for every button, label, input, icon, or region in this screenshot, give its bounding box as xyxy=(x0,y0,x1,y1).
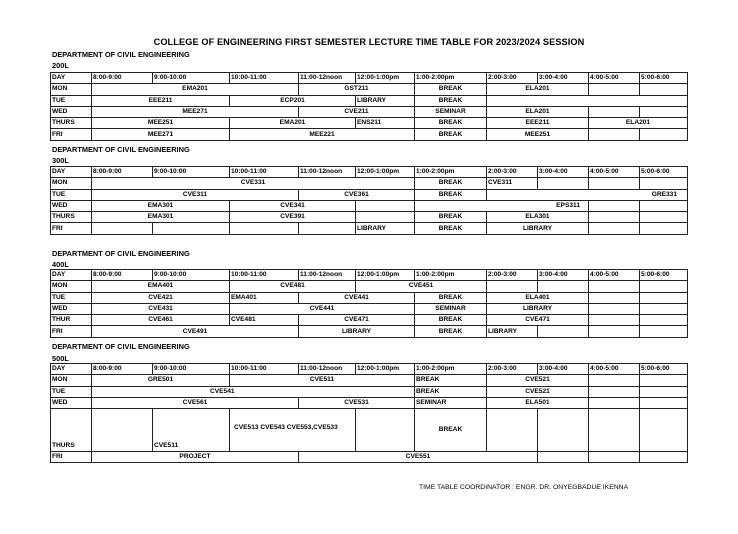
course-cell: CVE391 xyxy=(230,212,356,223)
course-cell: CVE511 xyxy=(153,409,230,452)
day-cell: THURS xyxy=(51,118,92,129)
header-cell: DAY xyxy=(51,73,92,84)
table-row xyxy=(51,326,688,337)
table-row xyxy=(51,118,688,129)
break-cell: BREAK xyxy=(415,326,487,337)
course-cell: CVE481 xyxy=(230,281,356,292)
break-cell: BREAK xyxy=(415,386,487,397)
header-row xyxy=(51,364,688,375)
header-cell: 1:00-2:00pm xyxy=(415,364,487,375)
header-cell: 3:00-4:00 xyxy=(538,167,589,178)
course-cell: EMA401 xyxy=(230,292,299,303)
coordinator-note: TIME TABLE COORDINATOR : ENGR. DR. ONYEGBADUE IKENNA xyxy=(419,484,629,491)
break-cell: BREAK xyxy=(415,84,487,95)
course-cell: ENS211 xyxy=(356,118,415,129)
course-cell: CVE491 xyxy=(92,326,299,337)
header-cell: 8:00-9:00 xyxy=(92,73,153,84)
course-cell: ELA201 xyxy=(589,118,688,129)
header-cell: 12:00-1:00pm xyxy=(356,167,415,178)
header-cell: 9:00-10:00 xyxy=(153,364,230,375)
header-cell: 4:00-5:00 xyxy=(589,73,640,84)
header-cell: 10:00-11:00 xyxy=(230,364,299,375)
page-title: COLLEGE OF ENGINEERING FIRST SEMESTER LECTURE TIME TABLE FOR 2023/2024 SESSION xyxy=(153,37,585,47)
header-cell: 1:00-2:00pm xyxy=(415,270,487,281)
timetable-400l xyxy=(50,269,688,338)
day-cell: WED xyxy=(51,200,92,211)
day-cell: WED xyxy=(51,397,92,408)
day-cell: FRI xyxy=(51,452,92,463)
course-cell: CVE551 xyxy=(299,452,538,463)
course-cell: LIBRARY xyxy=(299,326,415,337)
level-label-200: 200L xyxy=(52,61,69,70)
break-cell: BREAK xyxy=(415,292,487,303)
header-cell: 4:00-5:00 xyxy=(589,364,640,375)
day-cell: FRI xyxy=(51,326,92,337)
header-cell: 9:00-10:00 xyxy=(153,270,230,281)
header-cell: 12:00-1:00pm xyxy=(356,364,415,375)
course-cell: EEE211 xyxy=(92,95,230,106)
timetable-300l xyxy=(50,166,688,235)
level-label-400: 400L xyxy=(52,260,69,269)
day-cell: TUE xyxy=(51,95,92,106)
table-row xyxy=(51,129,688,140)
table-row xyxy=(51,452,688,463)
header-cell: 11:00-12noon xyxy=(299,167,356,178)
level-label-500: 500L xyxy=(52,354,69,363)
course-cell: ELA201 xyxy=(487,84,589,95)
course-cell: EMA301 xyxy=(92,212,230,223)
header-cell: 8:00-9:00 xyxy=(92,270,153,281)
course-cell: LIBRARY xyxy=(487,223,589,234)
day-cell: TUE xyxy=(51,386,92,397)
timetable-200l xyxy=(50,72,688,141)
seminar-cell: SEMINAR xyxy=(415,106,487,117)
header-cell: 5:00-6:00 xyxy=(640,73,688,84)
course-cell: CVE311 xyxy=(487,178,538,189)
break-cell: BREAK xyxy=(415,118,487,129)
header-cell: 8:00-9:00 xyxy=(92,167,153,178)
table-row xyxy=(51,95,688,106)
day-cell: FRI xyxy=(51,129,92,140)
header-cell: DAY xyxy=(51,270,92,281)
course-cell: GRE331 xyxy=(487,189,688,200)
table-row xyxy=(51,178,688,189)
day-cell: FRI xyxy=(51,223,92,234)
course-cell: CVE541 xyxy=(92,386,415,397)
day-cell: MON xyxy=(51,281,92,292)
header-cell: DAY xyxy=(51,167,92,178)
header-cell: 5:00-6:00 xyxy=(640,270,688,281)
course-cell: CVE471 xyxy=(487,315,589,326)
header-cell: 12:00-1:00pm xyxy=(356,73,415,84)
header-cell: 10:00-11:00 xyxy=(230,73,299,84)
header-cell: 11:00-12noon xyxy=(299,364,356,375)
course-cell: LIBRARY xyxy=(356,223,415,234)
course-cell: CVE521 xyxy=(487,375,589,386)
table-row xyxy=(51,84,688,95)
department-heading: DEPARTMENT OF CIVIL ENGINEERING xyxy=(52,342,190,351)
header-cell: 2:00-3:00 xyxy=(487,167,538,178)
course-cell: CVE471 xyxy=(299,315,415,326)
course-cell: EMA201 xyxy=(92,84,299,95)
header-cell: DAY xyxy=(51,364,92,375)
course-cell: LIBRARY xyxy=(487,303,589,314)
break-cell: BREAK xyxy=(415,129,487,140)
course-cell: CVE521 xyxy=(487,386,589,397)
course-cell: CVE441 xyxy=(299,292,415,303)
course-cell: ELA401 xyxy=(487,292,589,303)
break-cell: BREAK xyxy=(415,315,487,326)
course-cell: ECP201 xyxy=(230,95,356,106)
header-cell: 5:00-6:00 xyxy=(640,364,688,375)
course-cell: MEE251 xyxy=(92,118,230,129)
course-cell: CVE431 xyxy=(92,303,230,314)
course-cell: LIBRARY xyxy=(356,95,415,106)
course-cell: ELA201 xyxy=(487,106,589,117)
course-cell: CVE481 xyxy=(230,315,299,326)
header-row xyxy=(51,167,688,178)
table-row xyxy=(51,386,688,397)
day-cell: TUE xyxy=(51,292,92,303)
table-row xyxy=(51,281,688,292)
header-cell: 3:00-4:00 xyxy=(538,270,589,281)
course-cell: CVE421 xyxy=(92,292,230,303)
break-cell: BREAK xyxy=(415,223,487,234)
header-cell: 4:00-5:00 xyxy=(589,167,640,178)
header-cell: 1:00-2:00pm xyxy=(415,167,487,178)
course-cell: CVE341 xyxy=(230,200,356,211)
header-cell: 2:00-3:00 xyxy=(487,73,538,84)
course-cell: CVE361 xyxy=(299,189,415,200)
course-cell: EEE211 xyxy=(487,118,589,129)
course-cell: CVE331 xyxy=(92,178,415,189)
day-cell: MON xyxy=(51,178,92,189)
course-cell: EMA401 xyxy=(92,281,230,292)
header-cell: 10:00-11:00 xyxy=(230,167,299,178)
course-cell: MEE221 xyxy=(230,129,415,140)
course-cell: ELA301 xyxy=(487,212,589,223)
course-cell: LIBRARY xyxy=(487,326,538,337)
table-row xyxy=(51,315,688,326)
header-cell: 2:00-3:00 xyxy=(487,270,538,281)
table-row xyxy=(51,375,688,386)
break-cell: BREAK xyxy=(415,95,487,106)
course-cell: CVE441 xyxy=(230,303,415,314)
department-heading: DEPARTMENT OF CIVIL ENGINEERING xyxy=(52,145,190,154)
day-cell: THURS xyxy=(51,212,92,223)
course-cell: GRE501 xyxy=(92,375,230,386)
header-cell: 10:00-11:00 xyxy=(230,270,299,281)
header-cell: 3:00-4:00 xyxy=(538,364,589,375)
course-cell: MEE251 xyxy=(487,129,589,140)
department-heading: DEPARTMENT OF CIVIL ENGINEERING xyxy=(52,249,190,258)
day-cell: WED xyxy=(51,106,92,117)
course-cell: CVE211 xyxy=(299,106,415,117)
day-cell: THURS xyxy=(51,409,92,452)
header-cell: 1:00-2:00pm xyxy=(415,73,487,84)
course-cell: MEE271 xyxy=(92,129,230,140)
break-cell: BREAK xyxy=(415,178,487,189)
course-cell: CVE513 CVE543 CVE553,CVE533 xyxy=(230,409,356,452)
course-cell: CVE511 xyxy=(230,375,415,386)
course-cell: CVE451 xyxy=(356,281,487,292)
break-cell: BREAK xyxy=(415,375,487,386)
table-row xyxy=(51,292,688,303)
course-cell: PROJECT xyxy=(92,452,299,463)
header-row xyxy=(51,270,688,281)
table-row xyxy=(51,106,688,117)
header-cell: 2:00-3:00 xyxy=(487,364,538,375)
table-row xyxy=(51,212,688,223)
header-cell: 3:00-4:00 xyxy=(538,73,589,84)
course-cell: MEE271 xyxy=(92,106,299,117)
course-cell: EMA301 xyxy=(92,200,230,211)
table-row xyxy=(51,409,688,452)
seminar-cell: SEMINAR xyxy=(415,397,487,408)
header-cell: 11:00-12noon xyxy=(299,73,356,84)
header-cell: 9:00-10:00 xyxy=(153,73,230,84)
header-cell: 12:00-1:00pm xyxy=(356,270,415,281)
table-row xyxy=(51,189,688,200)
course-cell: CVE461 xyxy=(92,315,230,326)
course-cell: CVE311 xyxy=(92,189,299,200)
header-cell: 11:00-12noon xyxy=(299,270,356,281)
header-row xyxy=(51,73,688,84)
break-cell: BREAK xyxy=(415,189,487,200)
table-row xyxy=(51,223,688,234)
day-cell: THUR xyxy=(51,315,92,326)
table-row xyxy=(51,200,688,211)
table-row xyxy=(51,303,688,314)
course-cell: ELA501 xyxy=(487,397,589,408)
day-cell: WED xyxy=(51,303,92,314)
day-cell: MON xyxy=(51,84,92,95)
break-cell: BREAK xyxy=(415,409,487,452)
table-row xyxy=(51,397,688,408)
header-cell: 8:00-9:00 xyxy=(92,364,153,375)
course-cell: GST211 xyxy=(299,84,415,95)
seminar-cell: SEMINAR xyxy=(415,303,487,314)
day-cell: MON xyxy=(51,375,92,386)
header-cell: 9:00-10:00 xyxy=(153,167,230,178)
header-cell: 4:00-5:00 xyxy=(589,270,640,281)
day-cell: TUE xyxy=(51,189,92,200)
level-label-300: 300L xyxy=(52,156,69,165)
timetable-500l xyxy=(50,363,688,463)
break-cell: BREAK xyxy=(415,212,487,223)
course-cell: EPS311 xyxy=(415,200,589,211)
header-cell: 5:00-6:00 xyxy=(640,167,688,178)
course-cell: CVE531 xyxy=(299,397,415,408)
course-cell: CVE561 xyxy=(92,397,299,408)
department-heading: DEPARTMENT OF CIVIL ENGINEERING xyxy=(52,50,190,59)
course-cell: EMA201 xyxy=(230,118,356,129)
